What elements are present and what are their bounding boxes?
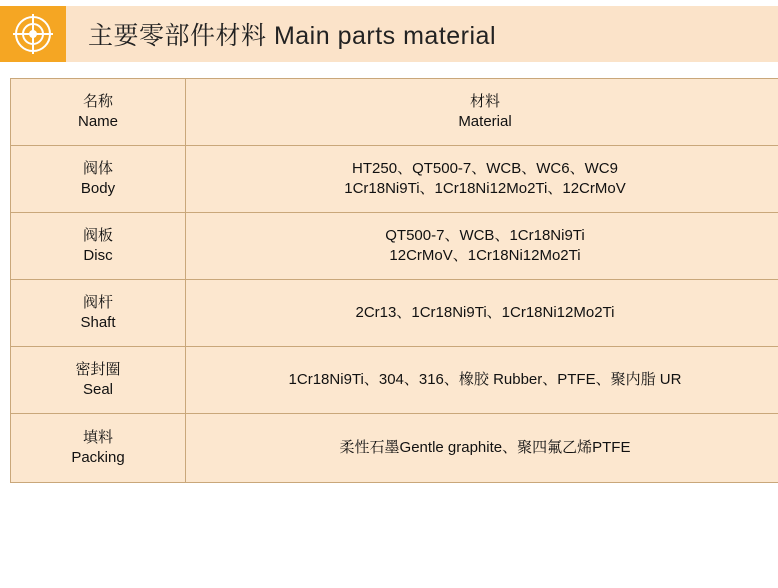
row-material-body (186, 146, 778, 213)
row-name-en: Packing (71, 449, 125, 466)
row-name-en: Body (80, 180, 116, 197)
row-name-en: Shaft (80, 314, 116, 331)
table-row (11, 347, 778, 414)
crosshair-target-icon (12, 13, 54, 55)
row-material-disc (186, 213, 778, 280)
table-row (11, 146, 778, 213)
column-header-material-cn: 材料 (469, 92, 500, 110)
row-name-body (11, 146, 186, 213)
row-name-en: Disc (83, 247, 113, 264)
row-material-shaft (186, 280, 778, 347)
row-material-seal (186, 347, 778, 414)
material-line: HT250、QT500-7、WCB、WC6、WC9 (352, 159, 618, 177)
row-name-packing (11, 414, 186, 483)
column-header-name-en: Name (77, 113, 118, 130)
column-header-name (11, 79, 186, 146)
slide-header (0, 6, 778, 62)
row-name-shaft (11, 280, 186, 347)
page-title: 主要零部件材料 Main parts material (88, 22, 497, 50)
material-table-container (10, 78, 768, 483)
table-row (11, 414, 778, 483)
column-header-material (186, 79, 778, 146)
row-name-cn: 填料 (82, 428, 113, 446)
material-table (10, 78, 778, 483)
column-header-name-cn: 名称 (82, 92, 113, 110)
material-line: QT500-7、WCB、1Cr18Ni9Ti (385, 226, 585, 244)
table-row (11, 213, 778, 280)
table-row (11, 280, 778, 347)
material-line: 2Cr13、1Cr18Ni9Ti、1Cr18Ni12Mo2Ti (355, 303, 615, 321)
row-material-packing (186, 414, 778, 483)
table-header-row (11, 79, 778, 146)
material-line: 柔性石墨Gentle graphite、聚四氟乙烯PTFE (339, 438, 631, 456)
row-name-cn: 密封圈 (75, 360, 121, 378)
row-name-en: Seal (82, 381, 114, 398)
row-name-cn: 阀板 (82, 226, 113, 244)
row-name-seal (11, 347, 186, 414)
column-header-material-en: Material (458, 113, 512, 130)
row-name-cn: 阀体 (82, 159, 113, 177)
material-line: 12CrMoV、1Cr18Ni12Mo2Ti (389, 247, 581, 264)
row-name-disc (11, 213, 186, 280)
material-line: 1Cr18Ni9Ti、304、316、橡胶 Rubber、PTFE、聚内脂 UR (288, 370, 682, 388)
logo-badge (0, 6, 66, 62)
row-name-cn: 阀杆 (82, 293, 113, 311)
material-line: 1Cr18Ni9Ti、1Cr18Ni12Mo2Ti、12CrMoV (344, 180, 626, 197)
